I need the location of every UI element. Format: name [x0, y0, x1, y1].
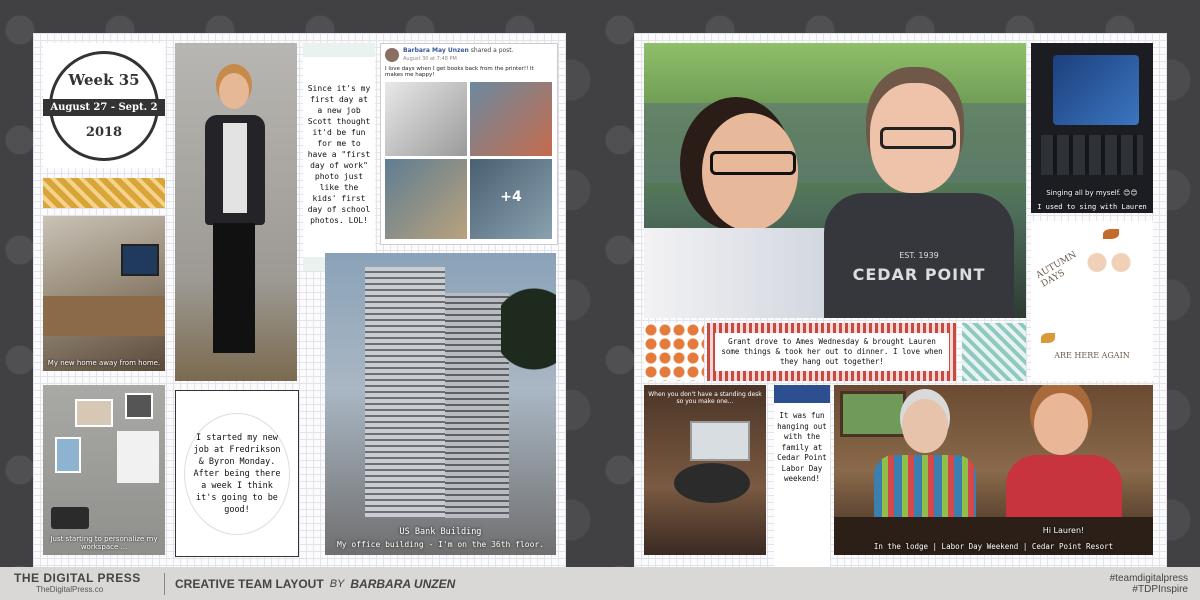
man-glasses	[880, 127, 956, 149]
layout-by: BY	[329, 577, 345, 590]
fb-date: August 30 at 7:48 PM	[403, 56, 457, 62]
leaf-1	[1103, 229, 1119, 239]
us-bank-building-photo	[325, 253, 556, 555]
brand-logo	[14, 571, 154, 597]
layout-title: CREATIVE TEAM LAYOUT	[175, 576, 324, 591]
tree-silhouette	[501, 253, 556, 443]
hoodie-est: EST. 1939	[899, 251, 939, 260]
desk-photo	[43, 216, 165, 371]
journal-grant-text: Grant drove to Ames Wednesday & brought Lauren some things & took her out to dinner. I love when they hang out together!	[715, 333, 949, 371]
standing-desk-photo	[644, 385, 766, 555]
brand-url: TheDigitalPress.co	[36, 584, 104, 594]
first-day-portrait	[175, 43, 297, 381]
autumn-days-title: AUTUMN DAYS	[1034, 249, 1079, 290]
woman-shirt	[644, 228, 844, 318]
right-page	[634, 33, 1167, 568]
fb-action: shared a post.	[470, 47, 514, 54]
phone-controls	[1041, 135, 1143, 175]
footer-divider	[164, 573, 165, 595]
lodge-caption: In the lodge | Labor Day Weekend | Cedar Point Resort	[873, 542, 1114, 551]
fb-image-4	[470, 159, 552, 239]
woman-face	[1034, 393, 1088, 455]
layout-author: BARBARA UNZEN	[350, 576, 456, 591]
hashtags	[1110, 573, 1188, 595]
hashtag-tdpinspire: #TDPInspire	[1132, 583, 1188, 595]
fb-avatar	[385, 48, 399, 62]
lodge-photo	[834, 385, 1153, 555]
journal-fun-text: It was fun hanging out with the family at Cedar Point Labor Day weekend!	[777, 411, 827, 483]
selfie-photo	[644, 43, 1026, 318]
footer-bar	[0, 567, 1200, 600]
window-1	[840, 391, 906, 437]
week-year: 2018	[85, 125, 123, 140]
person-legs	[213, 223, 255, 353]
journal-grant-card	[707, 323, 957, 381]
building-tower-2	[445, 293, 509, 518]
left-page	[33, 33, 566, 568]
phone-label: I used to sing with Lauren	[1037, 203, 1147, 211]
fb-name	[403, 47, 514, 54]
brand-name: THE DIGITAL PRESS	[14, 570, 141, 585]
phone-playlist-photo	[1031, 43, 1153, 213]
autumn-days-subtitle: ARE HERE AGAIN	[1054, 351, 1130, 360]
fb-user-name: Barbara May Unzen	[403, 47, 469, 54]
facebook-post	[380, 43, 558, 245]
monitor-shape	[121, 244, 159, 276]
pinned-photo-2	[125, 393, 153, 419]
man-hoodie	[824, 193, 1014, 318]
fb-image-3	[385, 159, 467, 239]
hoodie-cedar-point: CEDAR POINT	[852, 265, 986, 284]
person-top	[223, 123, 247, 213]
laptop-shape	[690, 421, 750, 461]
woman-glasses	[710, 151, 796, 175]
teal-pattern-strip	[962, 323, 1026, 381]
journal-first-day-text: Since it's my first day at a new job Scott thought it'd be fun for me to have a "first day of work" photo just like the kids' first day of school photos. LOL!	[307, 84, 371, 225]
journal-first-day-card	[303, 43, 375, 271]
phone-caption: Singing all by myself. 😊😊	[1046, 189, 1138, 197]
journal-started-text: I started my new job at Fredrikson & Byron Monday. After being there a week I think it's going to be good!	[184, 413, 290, 535]
lodge-hi-caption: Hi Lauren!	[1042, 526, 1085, 535]
building-tower-1	[365, 267, 445, 517]
fb-text: I love days when I get books back from the printer!! It makes me happy!	[385, 66, 534, 78]
cubicle-wall-photo	[43, 385, 165, 555]
week-label: Week 35	[68, 71, 140, 89]
building-caption-body: My office building - I'm on the 36th floor.	[336, 540, 545, 549]
phone-screen	[1053, 55, 1139, 125]
journal-started-job	[175, 390, 299, 557]
desk-phone	[51, 507, 89, 529]
grandma-face	[902, 399, 948, 453]
pinned-photo-3	[55, 437, 81, 473]
standing-desk-caption: When you don't have a standing desk so you make one...	[648, 391, 762, 405]
pinned-photo-1	[75, 399, 113, 427]
autumn-days-card	[1031, 221, 1153, 381]
fb-image-2	[470, 82, 552, 156]
desk-caption: My new home away from home.	[47, 359, 161, 367]
fb-image-1	[385, 82, 467, 156]
building-caption-title: US Bank Building	[399, 527, 482, 537]
week-stamp	[43, 43, 165, 168]
journal-fun-card	[774, 385, 830, 591]
pinned-card	[117, 431, 159, 483]
orange-floral-strip	[644, 323, 704, 381]
wall-caption: Just starting to personalize my workspace ...	[50, 535, 158, 551]
kids-illustration	[1079, 249, 1139, 339]
hatbox-shape	[674, 463, 750, 503]
fb-more-count: +4	[500, 189, 522, 205]
desk-surface	[43, 296, 165, 336]
mustard-pattern-strip	[43, 178, 165, 208]
hashtag-teamdigitalpress: #teamdigitalpress	[1109, 572, 1188, 584]
week-dates: August 27 - Sept. 2	[43, 99, 165, 116]
leaf-2	[1041, 333, 1055, 343]
person-head	[219, 73, 249, 109]
